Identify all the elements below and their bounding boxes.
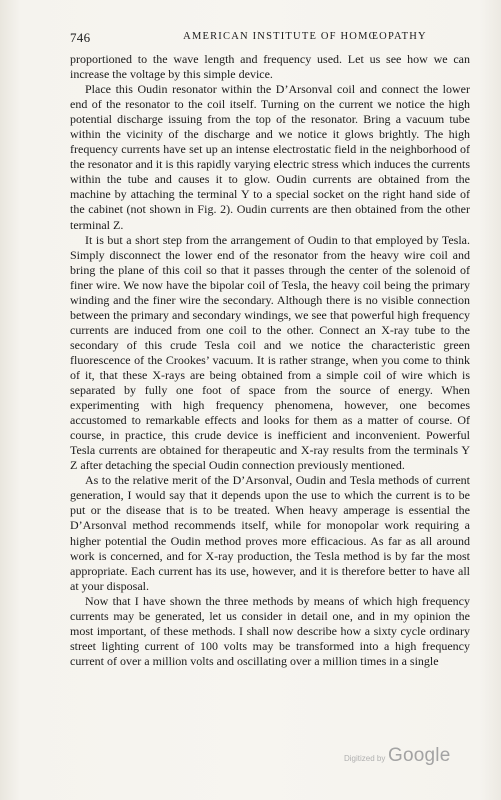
paragraph-continuation: proportioned to the wave length and frequency used. Let us see how we can increase the voltage by this simple device. <box>70 52 470 82</box>
paragraph-three-methods: Now that I have shown the three methods by means of which high frequency currents may be generated, let us consider in detail one, and in my opinion the most important, of these methods. I shall now describe how a sixty cycle ordinary street lighting current of 100 volts may be transformed into a high frequency current of over a million volts and oscillating over a million times in a single <box>70 593 470 668</box>
body-text <box>70 52 470 669</box>
page-number: 746 <box>70 30 91 45</box>
watermark-prefix: Digitized by <box>344 754 386 763</box>
google-logo: Google <box>388 745 451 766</box>
digitized-by-google-watermark <box>344 745 484 771</box>
paragraph-tesla-arrangement: It is but a short step from the arrangement of Oudin to that employed by Tesla. Simply disconnect the lower end of the resonator from the heavy wire coil and bring the plane of this coil so that it passes through the center of the solenoid of finer wire. We now have the bipolar coil of Tesla, the heavy coil being the primary winding and the finer wire the secondary. Although there is no visible connection between the primary and secondary windings, we see that powerful high frequency currents are induced from one coil to the other. Connect an X-ray tube to the secondary of this crude Tesla coil and we notice the characteristic green fluorescence of the Crookes’ vacuum. It is rather strange, when you come to think of it, that these X-rays are being obtained from a simple coil of wire which is separated by fully one foot of space from the source of energy. When experimenting with high frequency phenomena, however, one becomes accustomed to remarkable effects and looks for them as a matter of course. Of course, in practice, this crude device is inefficient and inconvenient. Powerful Tesla currents are obtained for therapeutic and X-ray results from the terminals Y Z after detaching the special Oudin connection previously mentioned. <box>70 232 470 473</box>
page-header <box>70 30 470 46</box>
paragraph-oudin-resonator: Place this Oudin resonator within the D’Arsonval coil and connect the lower end of the resonator to the coil itself. Turning on the current we notice the high potential discharge issuing from the top of the resonator. Bring a vacuum tube within the vicinity of the discharge and we notice it glows brightly. The high frequency currents have set up an intense electrostatic field in the neighborhood of the resonator and it is this rapidly varying electric stress which induces the currents within the tube and causes it to glow. Oudin currents are obtained from the machine by attaching the terminal Y to a special socket on the right hand side of the cabinet (not shown in Fig. 2). Oudin currents are then obtained from the other terminal Z. <box>70 82 470 232</box>
running-title: AMERICAN INSTITUTE OF HOMŒOPATHY <box>183 31 427 42</box>
paragraph-relative-merit: As to the relative merit of the D’Arsonval, Oudin and Tesla methods of current generation, I would say that it depends upon the use to which the current is to be put or the disease that is to be treated. When heavy amperage is essential the D’Arsonval method recommends itself, while for monopolar work requiring a higher potential the Oudin method proves more efficacious. As far as all around work is concerned, and for X-ray production, the Tesla method is by far the most appropriate. Each current has its use, however, and it is therefore better to have all at your disposal. <box>70 473 470 593</box>
